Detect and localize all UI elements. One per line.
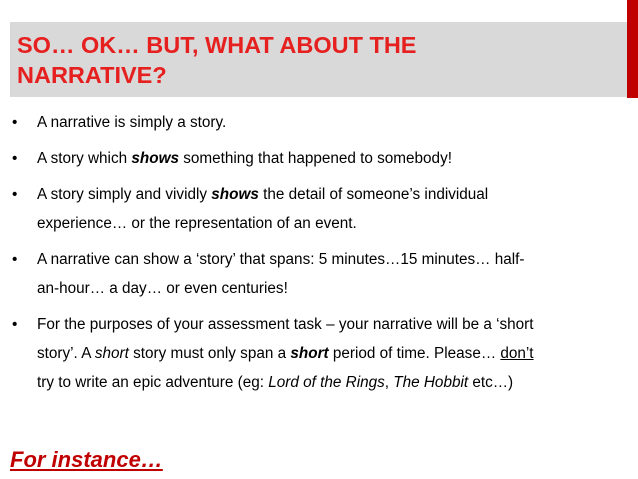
- bullet-text: try to write an epic adventure (eg:: [37, 374, 269, 391]
- bullet-list: [8, 108, 628, 404]
- title-line-1: SO… OK… BUT, WHAT ABOUT THE: [17, 32, 417, 58]
- bullet-item-4: [8, 245, 628, 303]
- bullet-text: period of time. Please…: [328, 345, 501, 362]
- emphasis-short: short: [94, 345, 129, 362]
- book-title-hobbit: The Hobbit: [393, 374, 469, 391]
- bullet-text: something that happened to somebody!: [178, 150, 452, 167]
- bullet-text: an-hour… a day… or even centuries!: [37, 280, 288, 297]
- emphasis-shows: shows: [131, 150, 179, 167]
- bullet-item-3: [8, 180, 628, 238]
- emphasis-dont: don’t: [500, 345, 534, 362]
- slide-title: [17, 30, 557, 90]
- bullet-text: A story simply and vividly: [37, 186, 212, 203]
- for-instance-heading: For instance…: [10, 447, 163, 472]
- bullet-icon: •: [12, 316, 18, 333]
- bullet-text: A narrative can show a ‘story’ that spans: 5 minutes…15 minutes… half-: [37, 251, 525, 268]
- title-line-2: NARRATIVE?: [17, 62, 167, 88]
- bullet-icon: •: [12, 251, 18, 268]
- bullet-icon: •: [12, 186, 18, 203]
- bullet-text: experience… or the representation of an event.: [37, 215, 357, 232]
- bullet-text: story’. A: [37, 345, 95, 362]
- book-title-lotr: Lord of the Rings: [268, 374, 385, 391]
- bullet-item-5: [8, 310, 628, 397]
- emphasis-shows: shows: [211, 186, 259, 203]
- bullet-icon: •: [12, 114, 18, 131]
- bullet-icon: •: [12, 150, 18, 167]
- bullet-text: ,: [384, 374, 394, 391]
- bullet-item-1: [8, 108, 628, 137]
- bullet-text: For the purposes of your assessment task – your narrative will be a ‘short: [37, 316, 534, 333]
- bullet-item-2: [8, 144, 628, 173]
- bullet-text: the detail of someone’s individual: [258, 186, 489, 203]
- emphasis-short-bold: short: [290, 345, 329, 362]
- bullet-text: A narrative is simply a story.: [37, 114, 227, 131]
- bullet-text: story must only span a: [128, 345, 291, 362]
- accent-bar: [627, 0, 638, 98]
- bullet-text: A story which: [37, 150, 132, 167]
- bullet-text: etc…): [468, 374, 514, 391]
